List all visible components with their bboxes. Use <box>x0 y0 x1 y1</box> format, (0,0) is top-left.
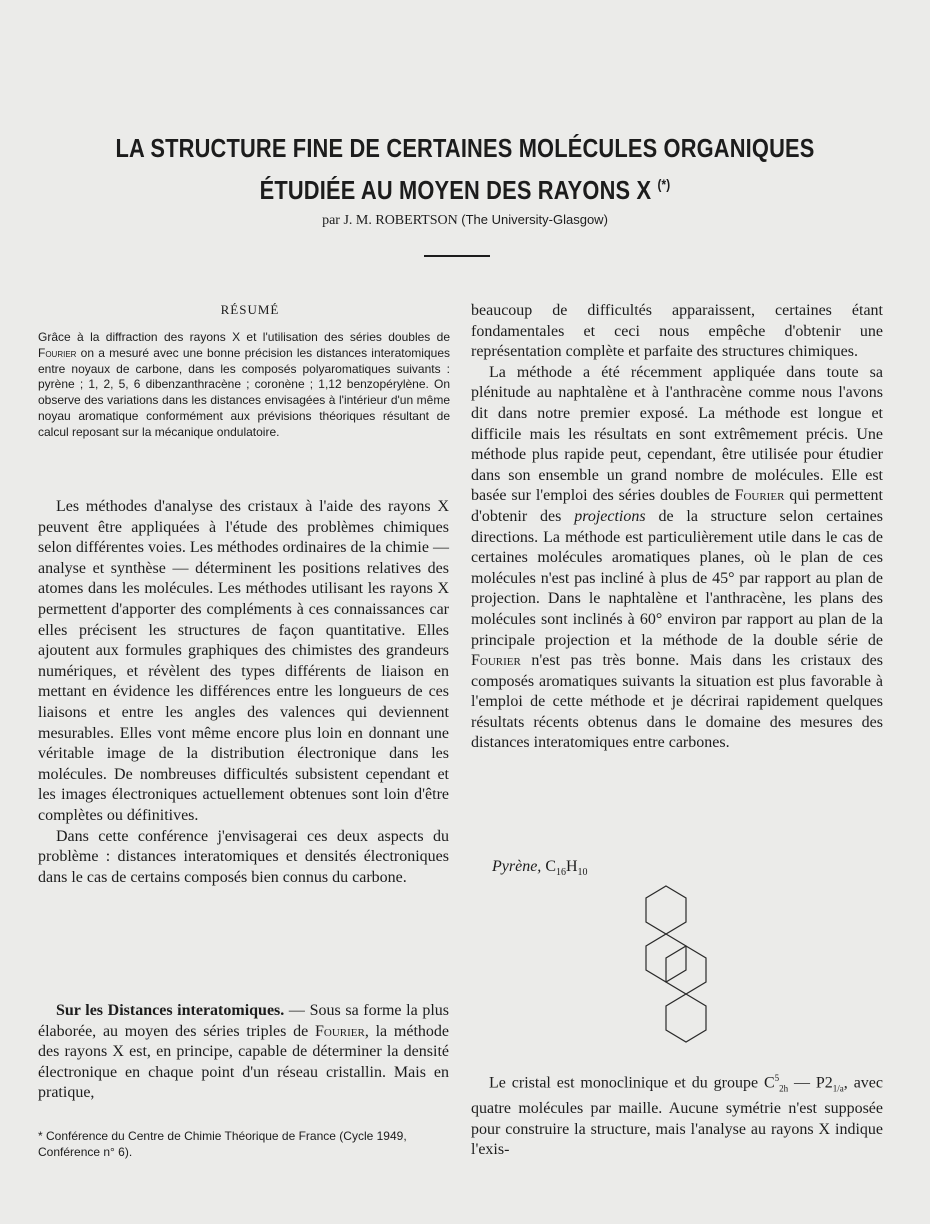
ring-top <box>646 886 686 934</box>
space-group-sup: 5 <box>774 1073 780 1083</box>
paragraph-part: — Sous sa forme la plus élaborée, au moyen des séries triples de <box>38 1002 450 1040</box>
abstract-part-a: Grâce à la diffraction des rayons X et l'utilisation des séries doubles de <box>38 330 450 344</box>
paragraph <box>38 1001 449 1104</box>
abstract-text <box>38 330 450 441</box>
byline <box>180 212 750 229</box>
right-column-body <box>471 301 883 754</box>
paragraph: beaucoup de difficultés apparaissent, certaines étant fondamentales et ceci nous empêche d'obtenir une représentation complète et parfaite des structures chimiques. <box>471 302 883 361</box>
title-rule <box>424 255 490 257</box>
formula-h-sub: 10 <box>577 867 588 879</box>
formula-h: H <box>565 858 578 875</box>
fourier-name: Fourier <box>471 652 521 670</box>
paragraph-part: , avec quatre molécules par maille. Aucune symétrie n'est supposée pour construire la structure, mais l'analyse au rayons X indique l'exis- <box>471 1074 883 1159</box>
fourier-name: Fourier <box>734 487 785 505</box>
paragraph-part: de la structure selon certaines directions. La méthode est particulièrement utile dans le cas de certaines molécules aromatiques planes, où le plan de ces molécules n'est pas incliné à plus de 45° par rapport au plan de projection. Dans le naphtalène et l'anthracène, les plans des molécules sont inclinés à 60° environ par rapport au plan de la principale projection et la méthode de la double série de <box>471 507 884 649</box>
section-heading: Sur les Distances interatomiques. <box>56 1002 285 1019</box>
formula-c-sub: 16 <box>555 867 566 879</box>
footnote-mark: (*) <box>657 176 671 192</box>
abstract-heading: RÉSUMÉ <box>220 302 280 317</box>
left-column-body <box>38 497 449 888</box>
left-column-section <box>38 1001 449 1104</box>
paragraph-part: , la méthode des rayons X est, en principe, capable de déterminer la densité électronique en chaque point d'un réseau cristallin. Mais en pratique, <box>38 1022 450 1102</box>
italic-term: projections <box>574 507 646 525</box>
pyrene-heading <box>492 858 588 878</box>
footnote: * Conférence du Centre de Chimie Théorique de France (Cycle 1949, Conférence n° 6). <box>38 1129 407 1159</box>
paragraph <box>471 363 883 754</box>
paragraph-part: La méthode a été récemment appliquée dans toute sa plénitude au naphtalène et à l'anthracène comme nous l'avons dit dans notre premier exposé. La méthode est longue et difficile mais les résultats en sont extrêmement précis. Une méthode plus rapide peut, cependant, être utilisée pour étudier dans son ensemble un grand nombre de molécules. Elle est basée sur l'emploi des séries doubles de <box>471 363 883 505</box>
formula-c: C <box>545 858 556 875</box>
space-group-p: — P2 <box>788 1074 833 1092</box>
paragraph <box>471 1068 883 1161</box>
paragraph-part: n'est pas très bonne. Mais dans les cristaux des composés aromatiques suivants la situation est plus favorable à l'emploi de cette méthode et je décrirai rapidement quelques résultats récents obtenus dans le domaine des mesures des distances interatomiques entre carbones. <box>471 652 883 752</box>
paragraph-part: Le cristal est monoclinique et du groupe <box>489 1074 764 1092</box>
pyrene-structure-diagram <box>636 880 716 1056</box>
space-group-p-sub: 1/a <box>832 1083 844 1094</box>
title-line-1: LA STRUCTURE FINE DE CERTAINES MOLÉCULES ORGANIQUES <box>115 133 815 163</box>
paragraph: Les méthodes d'analyse des cristaux à l'aide des rayons X peuvent être appliquées à l'étude des problèmes chimiques selon différentes voies. Les méthodes ordinaires de la chimie — analyse et synthèse — déterminent les positions relatives des atomes dans les molécules. Les méthodes utilisant les rayons X permettent d'apporter des compléments à ces connaissances car elles précisent les structures de façon quantitative. Elles ajoutent aux formules graphiques des chimistes des grandeurs numériques, et révèlent des types différents de liaison en mettant en évidence les différences entre les longueurs de ces liaisons et entre les angles des valences qui deviennent mesurables. Elles vont même encore plus loin en donnant une véritable image de la distribution électronique dans les molécules. De nombreuses difficultés subsistent cependant et les images électroniques actuellement obtenues sont loin d'être complètes ou définitives. <box>38 498 449 824</box>
paragraph: Dans cette conférence j'envisagerai ces deux aspects du problème : distances interatomiques et densités électroniques dans le cas de certains composés bien connus du carbone. <box>38 827 449 886</box>
title-line-2-text: ÉTUDIÉE AU MOYEN DES RAYONS X <box>259 175 652 205</box>
abstract-part-b: on a mesuré avec une bonne précision les distances interatomiques entre noyaux de carbone, dans les composés polyaromatiques suivants : pyrène ; 1, 2, 5, 6 dibenzanthracène ; coronène ; 1,12 benzopérylène. On observe des variations dans les distances envisagées à l'intérieur d'un même noyau aromatique conformément aux prévisions théoriques résultant de calcul reposant sur la mécanique ondulatoire. <box>38 345 450 439</box>
space-group-sub: 2h <box>779 1083 789 1094</box>
right-column-crystal <box>471 1068 883 1161</box>
abstract-fourier: Fourier <box>38 345 77 360</box>
fourier-name: Fourier <box>315 1022 365 1040</box>
compound-name: Pyrène, <box>492 858 542 875</box>
paragraph-part: qui permettent d'obtenir des <box>471 487 884 525</box>
author: par J. M. ROBERTSON <box>322 213 458 228</box>
ring-bottom <box>666 994 706 1042</box>
title-line-2 <box>108 166 822 208</box>
article-title <box>108 130 822 208</box>
affiliation: (The University-Glasgow) <box>461 212 608 227</box>
space-group-c: C <box>763 1074 775 1092</box>
